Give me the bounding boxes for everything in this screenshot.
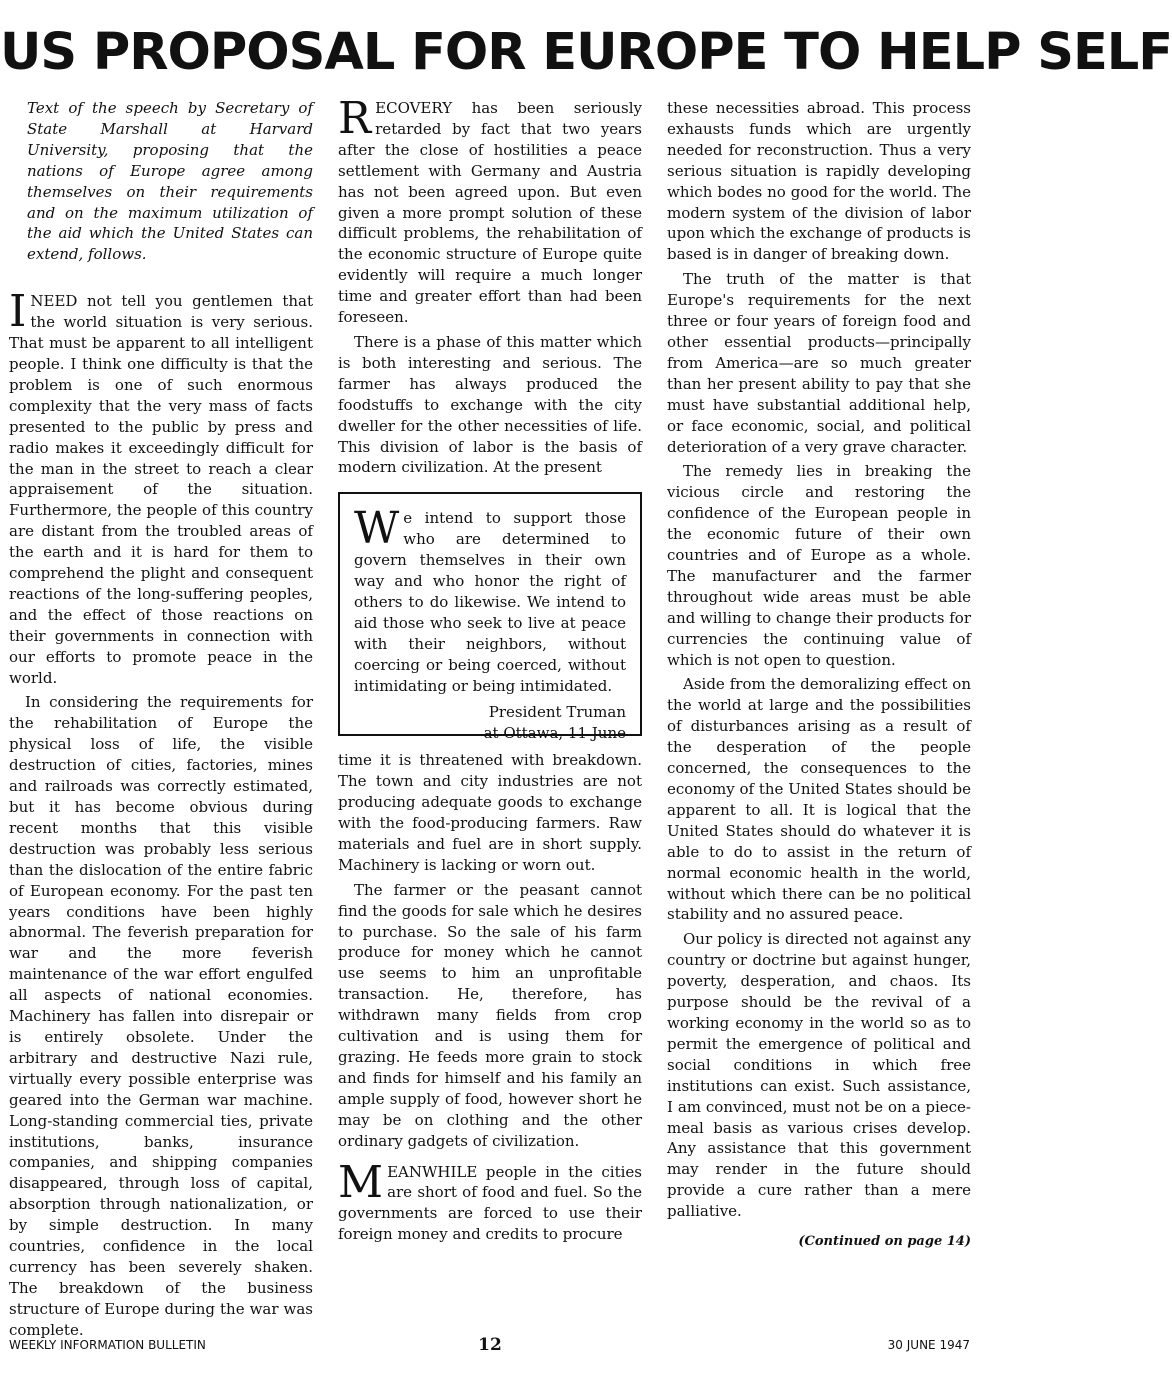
- col3-paragraph-1: these necessities abroad. This process exhausts funds which are urgently needed for reconstruction. Thus a very serious situation is rapidly developing which bodes no good for the world. The modern system of the division of labor upon which the exchange of products is based is in danger of breaking down.: [667, 99, 971, 264]
- drop-cap: W: [354, 503, 400, 555]
- footer-page-number: 12: [478, 1335, 502, 1355]
- column-3: [667, 98, 971, 1326]
- col2-paragraph-5-text: EANWHILE people in the cities are short of food and fuel. So the governments are forced to use their foreign money and credits to procure: [338, 1162, 642, 1244]
- col2-paragraph-1-text: ECOVERY has been seriously retarded by fact that two years after the close of hostilities a peace settlement with Germany and Austria has not been agreed upon. But even given a more prompt solution of these difficult problems, the rehabilitation of the economic structure of Europe quite evidently will require a much longer time and greater effort than had been foreseen.: [338, 99, 642, 327]
- col2-paragraph-4: The farmer or the peasant cannot find the goods for sale which he desires to purchase. So the sale of his farm produce for money which he cannot use seems to him an unprofitable transaction. He, therefore, has withdrawn many fields from crop cultivation and is using them for grazing. He feeds more grain to stock and finds for himself and his family an ample supply of food, however short he may be on clothing and the other ordinary gadgets of civilization.: [338, 880, 642, 1150]
- pull-quote-place: at Ottawa, 11 June: [483, 724, 626, 743]
- col1-paragraph-1: [9, 286, 313, 688]
- col3-paragraph-5: Our policy is directed not against any country or doctrine but against hunger, poverty, desperation, and chaos. Its purpose should be the revival of a working economy in the world so as to permit the emergence of political and social conditions in which free institutions can exist. Such assistance, I am convinced, must not be on a piece-meal basis as various crises develop. Any assistance that this government may render in the future should provide a cure rather than a mere palliative.: [667, 930, 971, 1221]
- pull-quote-text: [354, 503, 626, 696]
- drop-cap: M: [338, 1156, 384, 1208]
- headline: US PROPOSAL FOR EUROPE TO HELP SELF: [0, 23, 1172, 82]
- col1-paragraph-1-text: NEED not tell you gentlemen that the world situation is very serious. That must be apparent to all intelligent people. I think one difficulty is that the problem is one of such enormous complexity that the very mass of facts presented to the public by press and radio makes it exceedingly difficult for the man in the street to reach a clear appraisement of the situation. Furthermore, the people of this country are distant from the troubled areas of the earth and it is hard for them to comprehend the plight and consequent reactions of the long-suffering peoples, and the effect of those reactions on their governments in connection with our efforts to promote peace in the world.: [9, 292, 313, 687]
- pull-quote-box: [338, 492, 642, 743]
- col2-paragraph-1: [338, 93, 642, 328]
- footer-date: 30 JUNE 1947: [887, 1338, 970, 1352]
- column-1: [9, 98, 313, 1339]
- drop-cap: I: [9, 286, 27, 338]
- footer-publication: WEEKLY INFORMATION BULLETIN: [9, 1338, 206, 1352]
- col2-paragraph-3: time it is threatened with breakdown. The town and city industries are not producing adequate goods to exchange with the food-producing farmers. Raw materials and fuel are in short supply. Machinery is lacking or worn out.: [338, 751, 642, 874]
- pull-quote-attribution: [354, 702, 626, 744]
- pull-quote-body: e intend to support those who are determined to govern themselves in their own way and who honor the right of others to do likewise. We intend to aid those who seek to live at peace with their neighbors, without coercing or being coerced, without intimidating or being intimidated.: [354, 509, 626, 695]
- col3-paragraph-2: The truth of the matter is that Europe's requirements for the next three or four years of foreign food and other essential products—principally from America—are so much greater than her present ability to pay that she must have substantial additional help, or face economic, social, and political deterioration of a very grave character.: [667, 270, 971, 456]
- col2-paragraph-5: [338, 1156, 642, 1246]
- col3-paragraph-4: Aside from the demoralizing effect on the world at large and the possibilities of disturbances arising as a result of the desperation of the people concerned, the consequences to the economy of the United States should be apparent to all. It is logical that the United States should do whatever it is able to do to assist in the return of normal economic health in the world, without which there can be no political stability and no assured peace.: [667, 675, 971, 924]
- col1-paragraph-2: In considering the requirements for the rehabilitation of Europe the physical loss of life, the visible destruction of cities, factories, mines and railroads was correctly estimated, but it has become obvious during recent months that this visible destruction was probably less serious than the dislocation of the entire fabric of European economy. For the past ten years conditions have been highly abnormal. The feverish preparation for war and the more feverish maintenance of the war effort engulfed all aspects of national economies. Machinery has fallen into disrepair or is entirely obsolete. Under the arbitrary and destructive Nazi rule, virtually every possible enterprise was geared into the German war machine. Long-standing commercial ties, private institutions, banks, insurance companies, and shipping companies disappeared, through loss of capital, absorption through nationalization, or by simple destruction. In many countries, confidence in the local currency has been severely shaken. The breakdown of the business structure of Europe during the war was complete.: [9, 693, 313, 1339]
- intro-paragraph: Text of the speech by Secretary of State Marshall at Harvard University, proposing that the nations of Europe agree among themselves on their requirements and on the maximum utilization of the aid which the United States can extend, follows.: [27, 99, 313, 264]
- continued-notice: (Continued on page 14): [798, 1234, 971, 1250]
- column-2: [338, 93, 642, 1326]
- drop-cap: R: [338, 93, 372, 144]
- pull-quote-author: President Truman: [488, 703, 626, 722]
- col2-paragraph-2: There is a phase of this matter which is both interesting and serious. The farmer has always produced the foodstuffs to exchange with the city dweller for the other necessities of life. This division of labor is the basis of modern civilization. At the present: [338, 332, 642, 477]
- col3-paragraph-3: The remedy lies in breaking the vicious circle and restoring the confidence of the European people in the economic future of their own countries and of Europe as a whole. The manufacturer and the farmer throughout wide areas must be able and willing to change their products for currencies the continuing value of which is not open to question.: [667, 462, 971, 669]
